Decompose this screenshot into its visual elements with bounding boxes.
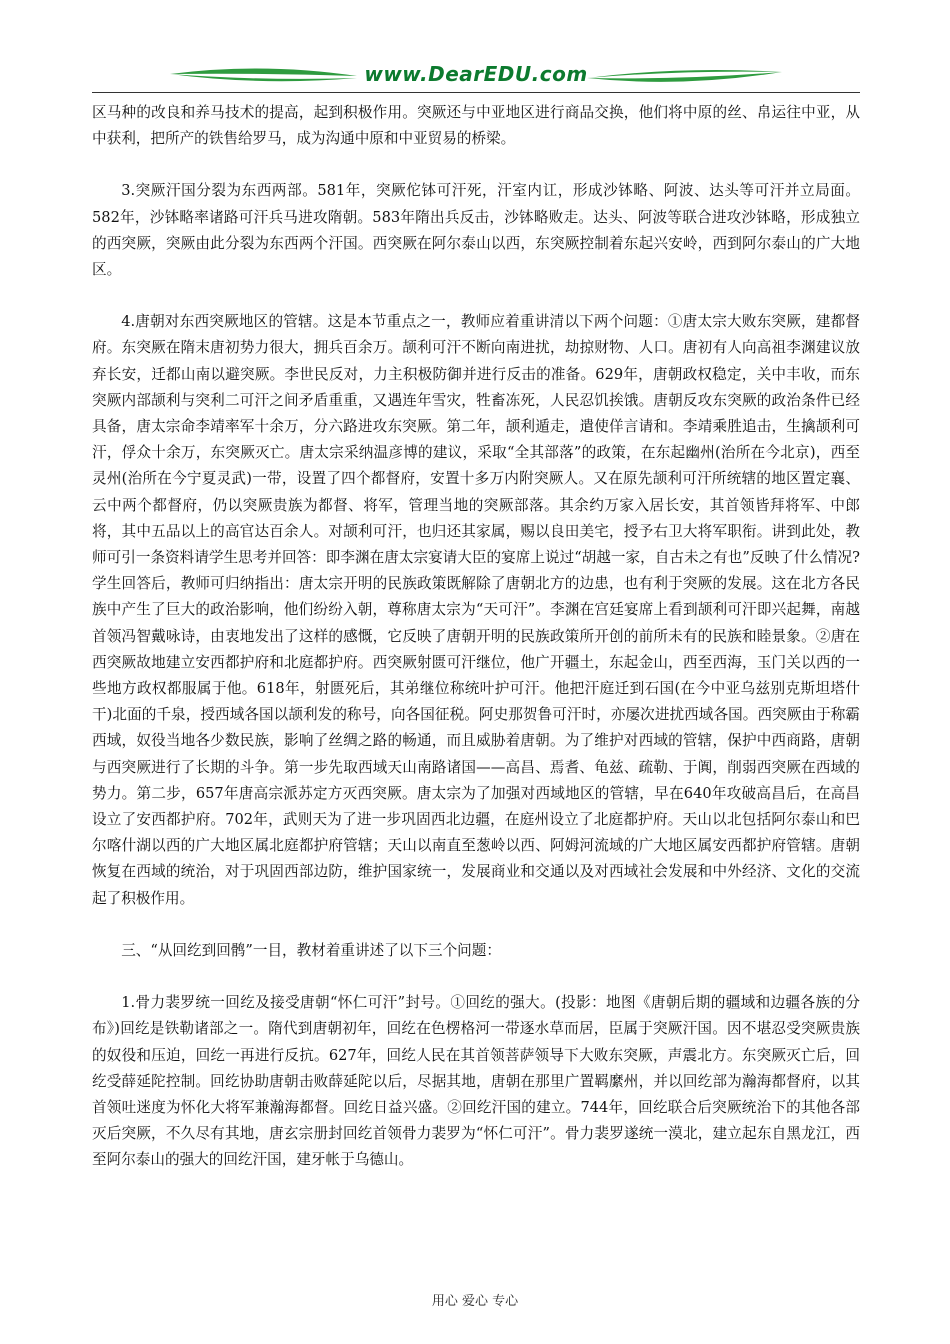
section-heading: 三、“从回纥到回鹘”一目，教材着重讲述了以下三个问题：: [121, 941, 501, 959]
site-logo-text[interactable]: www.DearEDU.com: [364, 62, 588, 86]
page-footer: 用心 爱心 专心: [431, 1294, 519, 1309]
paragraph: 4.唐朝对东西突厥地区的管辖。这是本节重点之一，教师应着重讲清以下两个问题：①唐太宗大败东突厥，建都督府。东突厥在隋末唐初势力很大，拥兵百余万。颉利可汗不断向南进扰，劫掠财物、人口。唐初有人向高祖李渊建议放弃长安，迁都山南以避突厥。李世民反对，力主积极防御并进行反击的准备。629年，唐朝政权稳定，关中丰收，而东突厥内部颉利与突利二可汗之间矛盾重重，又遇连年雪灾，牲畜冻死，人民忍饥挨饿。唐朝反攻东突厥的政治条件已经具备，唐太宗命李靖率军十余万，分六路进攻东突厥。第二年，颉利遁走，遣使佯言请和。李靖乘胜追击，生擒颉利可汗，俘众十余万，东突厥灭亡。唐太宗采纳温彦博的建议，采取“全其部落”的政策，在东起幽州(治所在今北京)，西至灵州(治所在今宁夏灵武)一带，设置了四个都督府，安置十多万内附突厥人。又在原先颉利可汗所统辖的地区置定襄、云中两个都督府，仍以突厥贵族为都督、将军，管理当地的突厥部落。其余约万家入居长安，其首领皆拜将军、中郎将，其中五品以上的高官达百余人。对颉利可汗，也归还其家属，赐以良田美宅，授予右卫大将军职衔。讲到此处，教师可引一条资料请学生思考并回答：即李渊在唐太宗宴请大臣的宴席上说过“胡越一家，自古未之有也”反映了什么情况?学生回答后，教师可归纳指出：唐太宗开明的民族政策既解除了唐朝北方的边患，也有利于突厥的发展。这在北方各民族中产生了巨大的政治影响，他们纷纷入朝，尊称唐太宗为“天可汗”。李渊在宫廷宴席上看到颉利可汗即兴起舞，南越首领冯智戴咏诗，由衷地发出了这样的感慨，它反映了唐朝开明的民族政策所开创的前所未有的民族和睦景象。②唐在西突厥故地建立安西都护府和北庭都护府。西突厥射匮可汗继位，他广开疆土，东起金山，西至西海，玉门关以西的一些地方政权都服属于他。618年，射匮死后，其弟继位称统叶护可汗。他把汗庭迁到石国(在今中亚乌兹别克斯坦塔什干)北面的千泉，授西域各国以颉利发的称号，向各国征税。阿史那贺鲁可汗时，亦屡次进扰西域各国。西突厥由于称霸西域，奴役当地各少数民族，影响了丝绸之路的畅通，而且威胁着唐朝。为了维护对西域的管辖，保护中西商路，唐朝与西突厥进行了长期的斗争。第一步先取西域天山南路诸国——高昌、焉耆、龟兹、疏勒、于阗，削弱西突厥在西域的势力。第二步，657年唐高宗派苏定方灭西突厥。唐太宗为了加强对西域地区的管辖，早在640年攻破高昌后，在高昌设立了安西都护府。702年，武则天为了进一步巩固西北边疆，在庭州设立了北庭都护府。天山以北包括阿尔泰山和巴尔喀什湖以西的广大地区属北庭都护府管辖；天山以南直至葱岭以西、阿姆河流域的广大地区属安西都护府管辖。唐朝恢复在西域的统治，对于巩固西部边防，维护国家统一，发展商业和交通以及对西域社会发展和中外经济、文化的交流起了积极作用。: [92, 313, 860, 907]
paragraph: 3.突厥汗国分裂为东西两部。581年，突厥佗钵可汗死，汗室内讧，形成沙钵略、阿波、达头等可汗并立局面。582年，沙钵略率诸路可汗兵马进攻隋朝。583年隋出兵反击，沙钵略败走。达头、阿波等联合进攻沙钵略，形成独立的西突厥，突厥由此分裂为东西两个汗国。西突厥在阿尔泰山以西，东突厥控制着东起兴安岭，西到阿尔泰山的广大地区。: [92, 182, 860, 279]
document-body: [92, 100, 860, 1174]
paragraph: 1.骨力裴罗统一回纥及接受唐朝“怀仁可汗”封号。①回纥的强大。(投影：地图《唐朝后期的疆域和边疆各族的分布》)回纥是铁勒诸部之一。隋代到唐朝初年，回纥在色楞格河一带逐水草而居，臣属于突厥汗国。因不堪忍受突厥贵族的奴役和压迫，回纥一再进行反抗。627年，回纥人民在其首领菩萨领导下大败东突厥，声震北方。东突厥灭亡后，回纥受薛延陀控制。回纥协助唐朝击败薛延陀以后，尽据其地，唐朝在那里广置羁縻州，并以回纥部为瀚海都督府，以其首领吐迷度为怀化大将军兼瀚海都督。回纥日益兴盛。②回纥汗国的建立。744年，回纥联合后突厥统治下的其他各部灭后突厥，不久尽有其地，唐玄宗册封回纥首领骨力裴罗为“怀仁可汗”。骨力裴罗遂统一漠北，建立起东自黑龙江，西至阿尔泰山的强大的回纥汗国，建牙帐于乌德山。: [92, 994, 860, 1169]
header-divider: [92, 92, 860, 93]
page-header: [92, 60, 860, 96]
paragraph: 区马种的改良和养马技术的提高，起到积极作用。突厥还与中亚地区进行商品交换，他们将中原的丝、帛运往中亚，从中获利，把所产的铁售给罗马，成为沟通中原和中亚贸易的桥梁。: [92, 104, 860, 148]
